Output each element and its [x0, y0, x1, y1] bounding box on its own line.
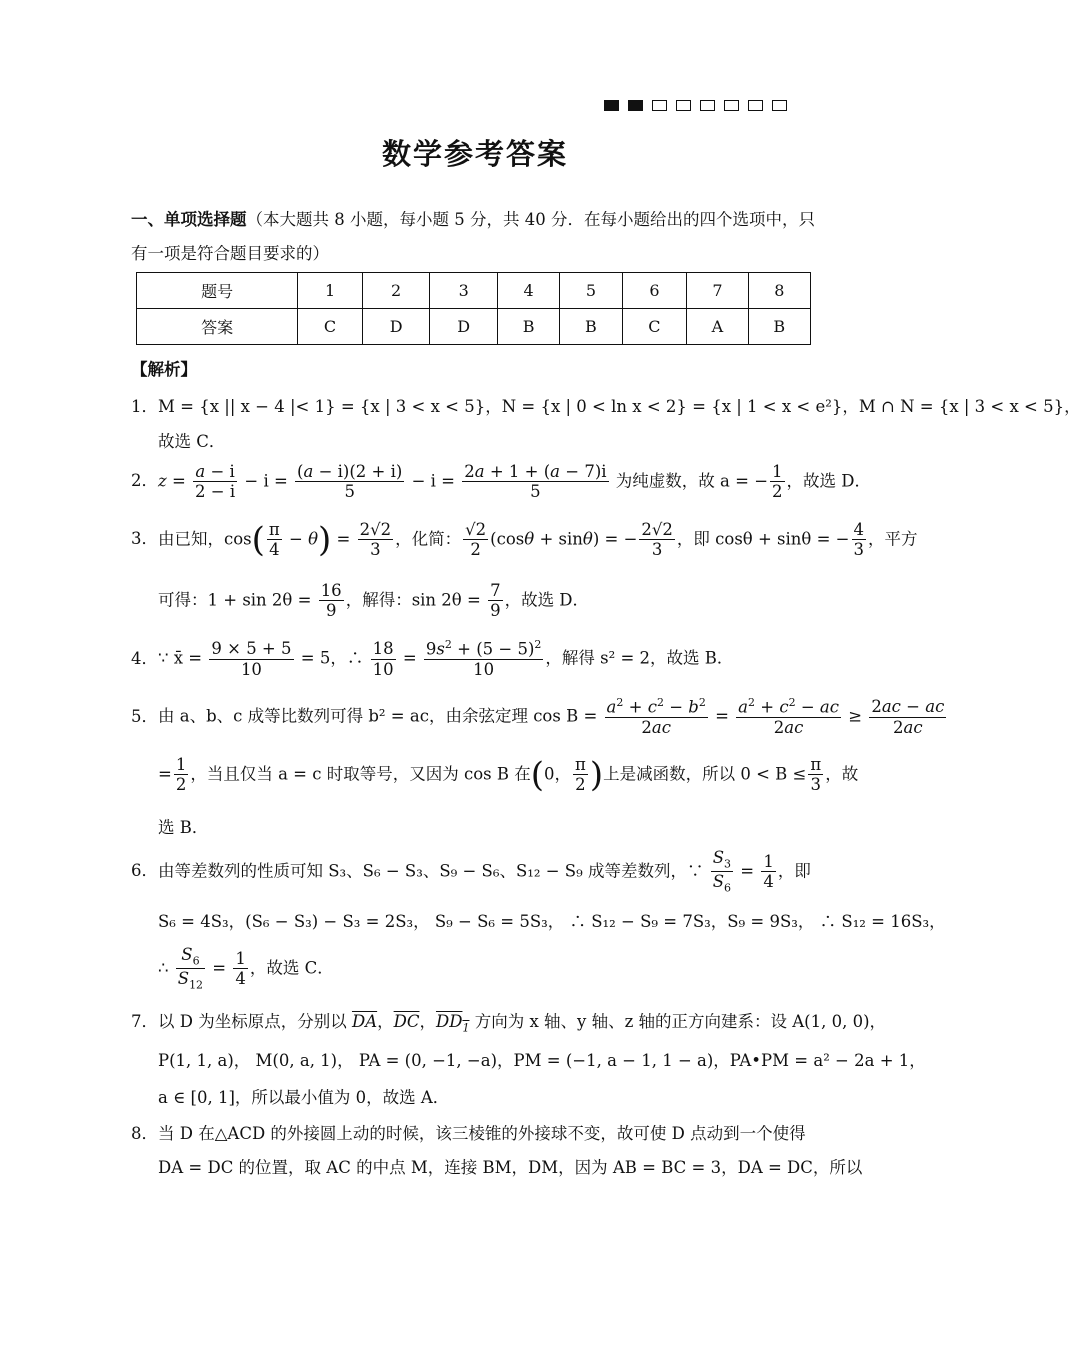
explanation-q6-cont: S₆ = 4S₃，(S₆ − S₃) − S₃ = 2S₃， S₉ − S₆ = 5S₃， ∴ S₁₂ − S₉ = 7S₃，S₉ = 9S₃， ∴ S₁₂ = 16S₃，: [158, 912, 946, 931]
q1-text: M = {x || x − 4 |< 1} = {x | 3 < x < 5}，N = {x | 0 < ln x < 2} = {x | 1 < x < e²}，M ∩ N = {x | 3 < x < 5}，: [158, 397, 1081, 416]
page-title: 数学参考答案: [381, 137, 568, 171]
explanation-q4: 4．∵ x̄ = $\frac{9 \times 5 + 5}{10}$ = 5，∴ $\frac{18}{10}$ = $\frac{9s^2 + (5 - 5)^2}{10}$ ，解得 s² = 2，故选 B．: [131, 638, 734, 679]
progress-mark: [700, 100, 715, 111]
answer-table: [136, 272, 811, 345]
q5-line2-c: ，故: [825, 764, 859, 784]
progress-mark: [724, 100, 739, 111]
q4-a: ∵ x̄ =: [158, 648, 203, 668]
explanation-q1: 1．M = {x || x − 4 |< 1} = {x | 3 < x < 5}，N = {x | 0 < ln x < 2} = {x | 1 < x < e²}，M ∩ N = {x | 3 < x < 5}，: [131, 397, 1081, 416]
q3-line2-c: ，故选 D．: [504, 590, 590, 610]
question-number-row: [137, 273, 811, 309]
q8-line1: 当 D 在△ACD 的外接圆上动的时候，该三棱锥的外接球不变，故可使 D 点动到一个使得: [158, 1124, 806, 1143]
q3-simplify: ，化简：: [395, 529, 462, 549]
answer-cell: C: [298, 309, 363, 345]
explanation-q5: 5．由 a、b、c 成等比数列可得 b² = ac，由余弦定理 cos B = $\frac{a^2 + c^2 - b^2}{2ac}$ = $\frac{a^2 + c^2 - ac}{2ac}$ ≥ $\frac{2ac - ac}{2ac}$: [131, 696, 945, 737]
q4-c: ，解得 s² = 2，故选 B．: [545, 648, 734, 668]
explanation-q6: 6．由等差数列的性质可知 S₃、S₆ − S₃、S₉ − S₆、S₁₂ − S₉ 成等差数列，∵ $\frac{S_3}{S_6}$ = $\frac{1}{4}$ ，即: [131, 848, 811, 895]
row-label: 题号: [137, 273, 298, 309]
progress-mark: [652, 100, 667, 111]
question-number: 1: [298, 273, 363, 309]
explanation-q7: 7．以 D 为坐标原点，分别以 $\overline{DA}$，$\overline{DC}$，$DD_1$ 方向为 x 轴、y 轴、z 轴的正方向建系：设 A(1, 0, 0)，: [131, 1012, 887, 1035]
answer-cell: B: [748, 309, 810, 345]
progress-mark: [676, 100, 691, 111]
q7-line1-a: 以 D 为坐标原点，分别以: [158, 1012, 347, 1031]
q7-line1-b: 方向为 x 轴、y 轴、z 轴的正方向建系：设 A(1, 0, 0)，: [474, 1012, 887, 1031]
explanation-q3: 3．由已知，cos( $\frac{\pi}{4}$ − θ) = $\frac{2√2}{3}$ ，化简： $\frac{√2}{2}$ (cosθ + sinθ) = − $\frac{2√2}{3}$ ，即 cosθ + sinθ = − $\frac{4}{3}$ ，平方: [131, 519, 918, 560]
explanation-q5-end: 选 B．: [158, 818, 209, 837]
explanation-q6-end: ∴ $\frac{S_6}{S_{12}}$ = $\frac{1}{4}$ ，故选 C．: [158, 945, 334, 992]
question-number: 8: [748, 273, 810, 309]
progress-mark: [628, 100, 643, 111]
answer-cell: D: [362, 309, 430, 345]
q2-end: ，故选 D．: [786, 471, 872, 491]
explanation-q7-cont: P(1, 1, a)， M(0, a, 1)， PA = (0, −1, −a)，PM = (−1, a − 1, 1 − a)，PA•PM = a² − 2a + 1，: [158, 1051, 926, 1070]
explanation-q8-cont: DA = DC 的位置，取 AC 的中点 M，连接 BM，DM，因为 AB = BC = 3，DA = DC，所以: [158, 1158, 863, 1177]
q6-line1: 由等差数列的性质可知 S₃、S₆ − S₃、S₉ − S₆、S₁₂ − S₉ 成等差数列，∵: [158, 861, 704, 881]
q5-line2-b: 上是减函数，所以 0 < B ≤: [603, 764, 807, 784]
question-number: 2: [362, 273, 430, 309]
answer-row: [137, 309, 811, 345]
answer-cell: C: [622, 309, 687, 345]
answer-cell: A: [687, 309, 748, 345]
q6-line3-a: ∴: [158, 958, 169, 978]
q5-line2-a: ，当且仅当 a = c 时取等号，又因为 cos B 在: [190, 764, 531, 784]
question-number: 4: [497, 273, 559, 309]
q2-text: 为纯虚数，故 a = −: [615, 471, 769, 491]
section-heading: [131, 203, 821, 271]
q3-then: ，即 cosθ + sinθ = −: [676, 529, 850, 549]
section-title: 一、单项选择题: [131, 210, 247, 229]
answer-cell: D: [430, 309, 498, 345]
row-label: 答案: [137, 309, 298, 345]
q4-b: = 5，∴: [300, 648, 364, 668]
answer-cell: B: [497, 309, 559, 345]
q3-line2-b: ，解得：sin 2θ =: [345, 590, 481, 610]
explanation-q8: 8．当 D 在△ACD 的外接圆上动的时候，该三棱锥的外接球不变，故可使 D 点动到一个使得: [131, 1124, 806, 1143]
q5-line1: 由 a、b、c 成等比数列可得 b² = ac，由余弦定理 cos B =: [158, 706, 598, 726]
progress-mark: [772, 100, 787, 111]
q6-line1-b: ，即: [777, 861, 811, 881]
question-number: 7: [687, 273, 748, 309]
explanation-q3-cont: 可得：1 + sin 2θ = $\frac{16}{9}$ ，解得：sin 2θ = $\frac{7}{9}$ ，故选 D．: [158, 581, 590, 621]
question-number: 5: [560, 273, 622, 309]
explanation-q5-cont: = $\frac{1}{2}$ ，当且仅当 a = c 时取等号，又因为 cos B 在(0， $\frac{\pi}{2}$ )上是减函数，所以 0 < B ≤ $\frac{\pi}{3}$ ，故: [158, 754, 859, 795]
explanation-q2: 2．z = $\frac{a - i}{2 - i}$ − i = $\frac{(a - i)(2 + i)}{5}$ − i = $\frac{2a + 1 + (a - 7)i}{5}$ 为纯虚数，故 a = − $\frac{1}{2}$ ，故选 D．: [131, 462, 872, 502]
question-number: 3: [430, 273, 498, 309]
progress-mark: [604, 100, 619, 111]
question-number: 6: [622, 273, 687, 309]
answer-cell: B: [560, 309, 622, 345]
q3-lead: 由已知，: [158, 529, 224, 549]
page-progress-marks: [604, 100, 787, 111]
q3-line2-a: 可得：1 + sin 2θ =: [158, 590, 312, 610]
explanation-q7-end: a ∈ [0, 1]，所以最小值为 0，故选 A．: [158, 1088, 450, 1107]
section-instructions-cont: 有一项是符合题目要求的）: [131, 244, 329, 263]
section-instructions: （本大题共 8 小题，每小题 5 分，共 40 分．在每小题给出的四个选项中，只: [246, 210, 815, 229]
explanation-q1-cont: 故选 C．: [158, 432, 226, 451]
progress-mark: [748, 100, 763, 111]
q3-square: ，平方: [868, 529, 918, 549]
analysis-label: 【解析】: [131, 360, 197, 379]
q6-line3-b: ，故选 C．: [249, 958, 334, 978]
